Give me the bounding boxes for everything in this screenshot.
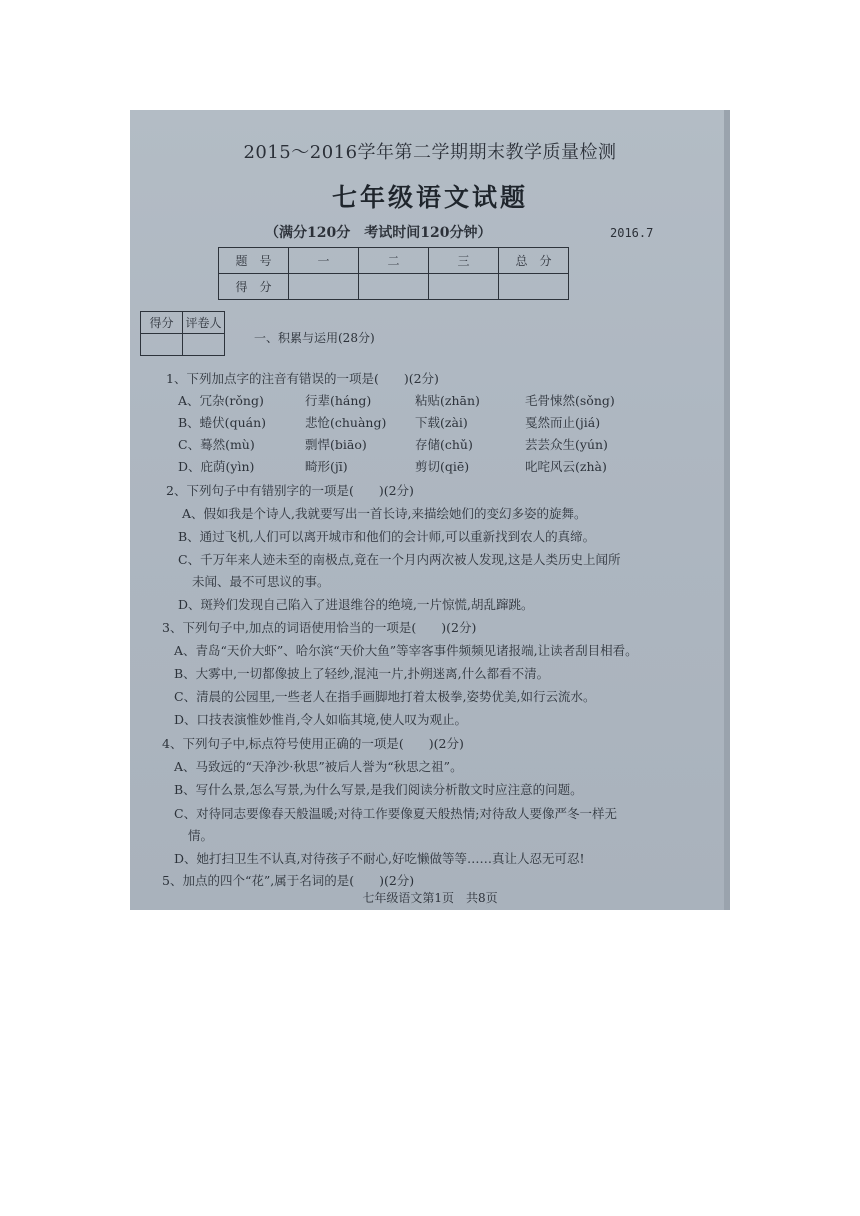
score-table-score-row bbox=[219, 274, 569, 300]
q1-option: 行辈(háng) bbox=[305, 393, 372, 408]
score-cell bbox=[289, 274, 359, 300]
q1-option: B、蜷伏(quán) bbox=[178, 415, 266, 430]
q1-option: 剪切(qiē) bbox=[415, 459, 470, 474]
question-2-stem: 2、下列句子中有错别字的一项是( )(2分) bbox=[166, 483, 414, 498]
q4-option-b: B、写什么景,怎么写景,为什么写景,是我们阅读分析散文时应注意的问题。 bbox=[174, 782, 583, 797]
q2-option-c: C、千万年来人迹未至的南极点,竟在一个月内两次被人发现,这是人类历史上闻所 bbox=[178, 552, 621, 567]
q1-option: 剽悍(biāo) bbox=[305, 437, 367, 452]
exam-subtitle: （满分120分 考试时间120分钟） bbox=[265, 225, 492, 241]
q4-option-a: A、马致远的“天净沙·秋思”被后人誉为“秋思之祖”。 bbox=[174, 759, 463, 774]
score-table bbox=[218, 247, 569, 300]
q1-option: A、冗杂(rǒng) bbox=[178, 393, 264, 408]
exam-title: 2015～2016学年第二学期期末教学质量检测 bbox=[243, 142, 617, 163]
q2-option-b: B、通过飞机,人们可以离开城市和他们的会计师,可以重新找到农人的真缔。 bbox=[178, 529, 596, 544]
q1-option: 芸芸众生(yún) bbox=[525, 437, 608, 452]
q3-option-c: C、清晨的公园里,一些老人在指手画脚地打着太极拳,姿势优美,如行云流水。 bbox=[174, 689, 596, 704]
score-cell: 总 分 bbox=[499, 248, 569, 274]
exam-date: 2016.7 bbox=[610, 226, 654, 240]
q4-option-c: C、对待同志要像春天般温暖;对待工作要像夏天般热情;对待敌人要像严冬一样无 bbox=[174, 806, 617, 821]
score-cell: 得 分 bbox=[219, 274, 289, 300]
question-1-stem: 1、下列加点字的注音有错误的一项是( )(2分) bbox=[166, 371, 439, 386]
q3-option-a: A、青岛“天价大虾”、哈尔滨“天价大鱼”等宰客事件频频见诸报端,让读者刮目相看。 bbox=[174, 643, 638, 658]
page-footer: 七年级语文第1页 共8页 bbox=[362, 891, 498, 905]
question-4-stem: 4、下列句子中,标点符号使用正确的一项是( )(2分) bbox=[162, 736, 464, 751]
score-table-header-row bbox=[219, 248, 569, 274]
grader-blank bbox=[141, 334, 183, 356]
exam-paper-photo bbox=[130, 110, 730, 910]
section-title: 一、积累与运用(28分) bbox=[254, 331, 375, 345]
paper-edge-shadow bbox=[724, 110, 730, 910]
q2-option-c-cont: 未闻、最不可思议的事。 bbox=[192, 574, 330, 589]
q1-option: 悲怆(chuàng) bbox=[305, 415, 387, 430]
grader-label: 得分 bbox=[141, 312, 183, 334]
q1-option: 下载(zài) bbox=[415, 415, 468, 430]
score-cell: 三 bbox=[429, 248, 499, 274]
score-cell bbox=[429, 274, 499, 300]
q1-option: C、蓦然(mù) bbox=[178, 437, 255, 452]
q1-option: D、庇荫(yìn) bbox=[178, 459, 255, 474]
q1-option: 叱咤风云(zhà) bbox=[525, 459, 607, 474]
score-cell: 一 bbox=[289, 248, 359, 274]
score-cell bbox=[499, 274, 569, 300]
q1-option: 存储(chǔ) bbox=[415, 437, 473, 452]
score-cell: 二 bbox=[359, 248, 429, 274]
question-5-stem: 5、加点的四个“花”,属于名词的是( )(2分) bbox=[162, 873, 415, 888]
question-3-stem: 3、下列句子中,加点的词语使用恰当的一项是( )(2分) bbox=[162, 620, 477, 635]
grader-box bbox=[140, 311, 225, 356]
q2-option-a: A、假如我是个诗人,我就要写出一首长诗,来描绘她们的变幻多姿的旋舞。 bbox=[182, 506, 587, 521]
main-title: 七年级语文试题 bbox=[331, 183, 528, 212]
q2-option-d: D、斑羚们发现自己陷入了进退维谷的绝境,一片惊慌,胡乱蹿跳。 bbox=[178, 597, 534, 612]
q1-option: 畸形(jī) bbox=[305, 459, 348, 474]
grader-label: 评卷人 bbox=[183, 312, 225, 334]
grader-blank bbox=[183, 334, 225, 356]
q3-option-d: D、口技表演惟妙惟肖,令人如临其境,使人叹为观止。 bbox=[174, 712, 467, 727]
q1-option: 戛然而止(jiá) bbox=[525, 415, 601, 430]
q1-option: 毛骨悚然(sǒng) bbox=[525, 393, 615, 408]
q1-option: 粘贴(zhān) bbox=[415, 393, 480, 408]
q3-option-b: B、大雾中,一切都像披上了轻纱,混沌一片,扑朔迷离,什么都看不清。 bbox=[174, 666, 550, 681]
score-cell bbox=[359, 274, 429, 300]
score-cell: 题 号 bbox=[219, 248, 289, 274]
q4-option-c-cont: 情。 bbox=[188, 828, 214, 843]
q4-option-d: D、她打扫卫生不认真,对待孩子不耐心,好吃懒做等等……真让人忍无可忍! bbox=[174, 851, 585, 866]
